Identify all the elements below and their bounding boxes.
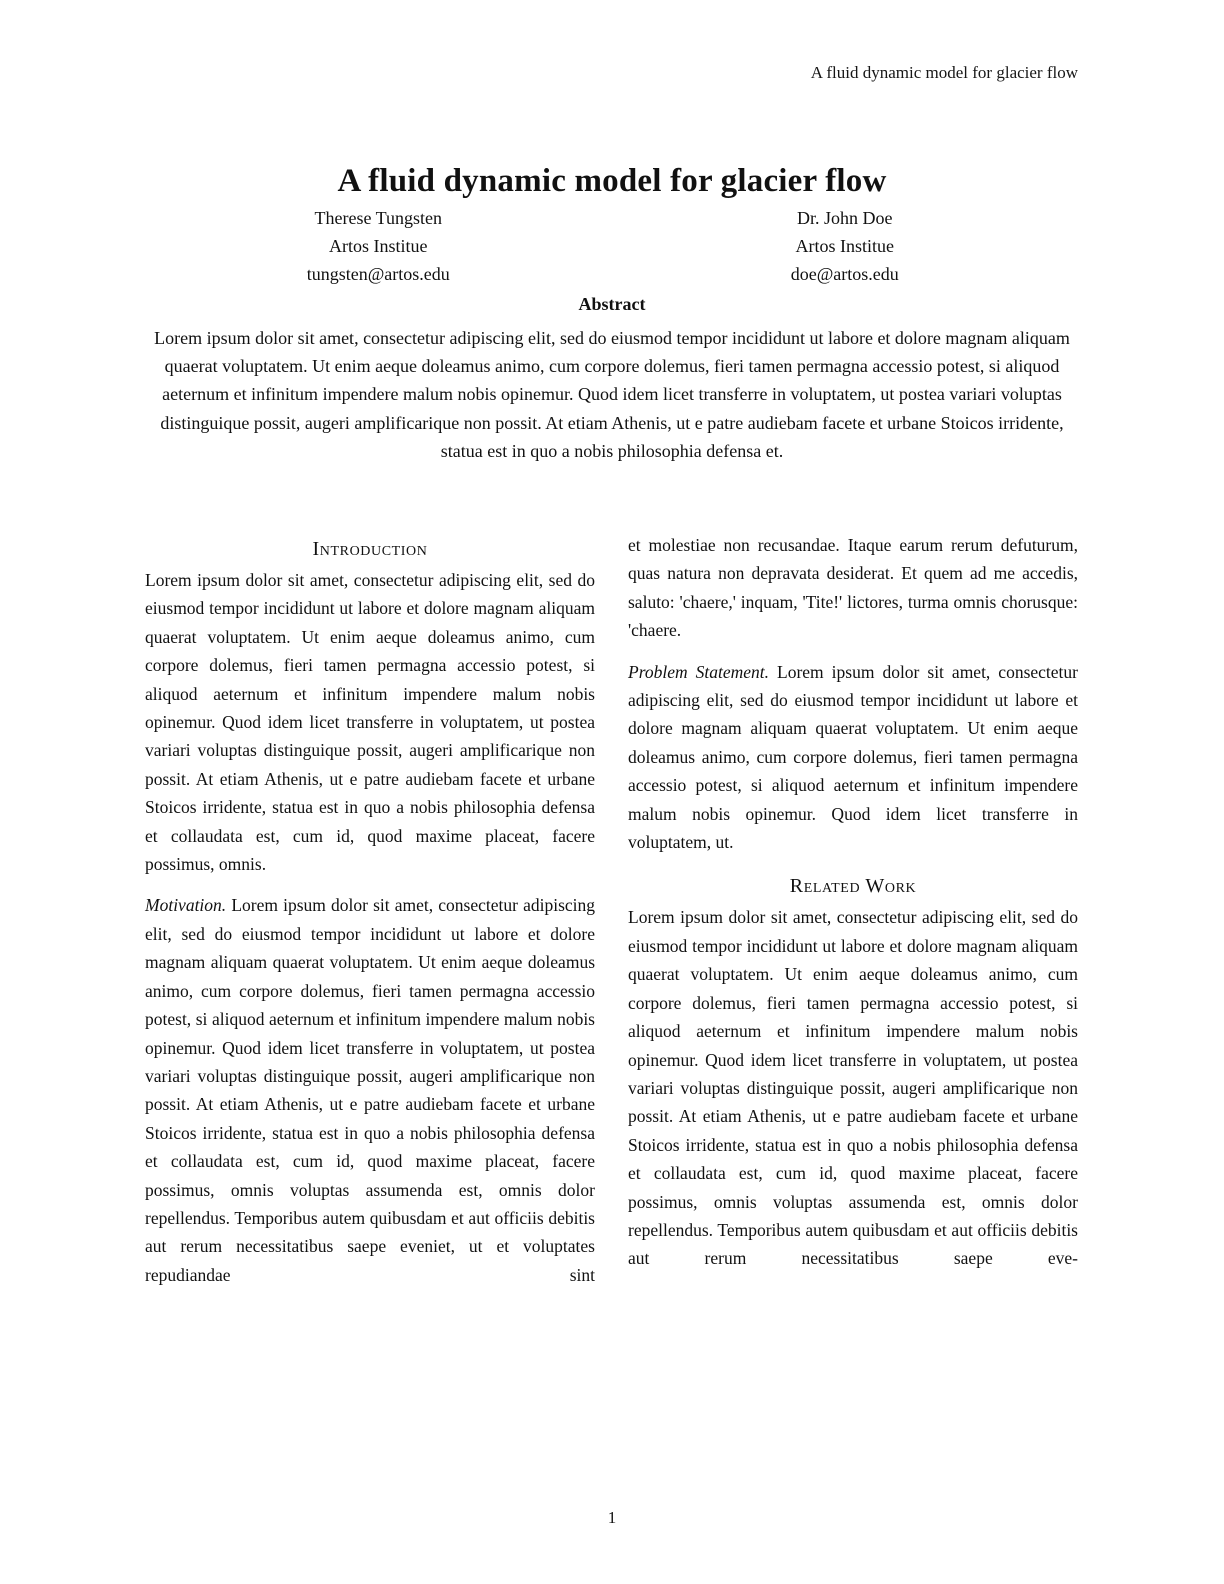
problem-statement-paragraph <box>628 658 1078 857</box>
right-column <box>628 531 1078 1289</box>
author-block <box>145 204 612 288</box>
page-number: 1 <box>607 1508 617 1527</box>
abstract-text: Lorem ipsum dolor sit amet, consectetur adipiscing elit, sed do eiusmod tempor incididunt ut labore et dolore magnam aliquam quaerat voluptatem. Ut enim aeque doleamus animo, cum corpore dolemus, fieri tamen permagna accessio potest, si aliquod aeternum et infinitum impendere malum nobis opinemur. Quod idem licet transferre in voluptatem, ut postea variari voluptas distinguique possit, augeri amplificarique non possit. At etiam Athenis, ut e patre audiebam facete et urbane Stoicos irridente, statua est in quo a nobis philosophia defensa et. <box>154 328 1070 461</box>
introduction-continuation-paragraph: et molestiae non recusandae. Itaque earum rerum defuturum, quas natura non depravata desiderat. Et quem ad me accedis, saluto: 'chaere,' inquam, 'Tite!' lictores, turma omnis chorusque: 'chaere. <box>628 535 1078 641</box>
author-email: doe@artos.edu <box>790 264 899 284</box>
running-header: A fluid dynamic model for glacier flow <box>810 63 1078 82</box>
author-block <box>612 204 1079 288</box>
two-column-body <box>145 531 1078 1289</box>
section-heading-related-work: Related Work <box>789 875 917 898</box>
related-work-paragraph: Lorem ipsum dolor sit amet, consectetur adipiscing elit, sed do eiusmod tempor incididunt ut labore et dolore magnam aliquam quaerat voluptatem. Ut enim aeque doleamus animo, cum corpore dolemus, fieri tamen permagna accessio potest, si aliquod aeternum et infinitum impendere malum nobis opinemur. Quod idem licet transferre in voluptatem, ut postea variari voluptas distinguique possit, augeri amplificarique non possit. At etiam Athenis, ut e patre audiebam facete et urbane Stoicos irridente, statua est in quo a nobis philosophia defensa et collaudata est, cum id, quod maxime placeat, facere possimus, omnis voluptas assumenda est, omnis dolor repellendus. Temporibus autem quibusdam et aut officiis debitis aut rerum necessitatibus saepe eve- <box>628 907 1078 1269</box>
author-row <box>145 204 1078 288</box>
abstract-heading: Abstract <box>578 294 646 314</box>
author-name: Dr. John Doe <box>797 208 893 228</box>
author-affiliation: Artos Institue <box>795 236 894 256</box>
left-column <box>145 531 595 1289</box>
paper-title: A fluid dynamic model for glacier flow <box>337 163 887 200</box>
motivation-paragraph <box>145 891 595 1289</box>
author-email: tungsten@artos.edu <box>306 264 450 284</box>
problem-statement-runin-label: Problem Statement. <box>628 661 770 682</box>
introduction-paragraph: Lorem ipsum dolor sit amet, consectetur adipiscing elit, sed do eiusmod tempor incididunt ut labore et dolore magnam aliquam quaerat voluptatem. Ut enim aeque doleamus animo, cum corpore dolemus, fieri tamen permagna accessio potest, si aliquod aeternum et infinitum impendere malum nobis opinemur. Quod idem licet transferre in voluptatem, ut postea variari voluptas distinguique possit, augeri amplificarique non possit. At etiam Athenis, ut e patre audiebam facete et urbane Stoicos irridente, statua est in quo a nobis philosophia defensa et collaudata est, cum id, quod maxime placeat, facere possimus, omnis. <box>145 570 595 875</box>
motivation-text: Lorem ipsum dolor sit amet, consectetur adipiscing elit, sed do eiusmod tempor incididunt ut labore et dolore magnam aliquam quaerat voluptatem. Ut enim aeque doleamus animo, cum corpore dolemus, fieri tamen permagna accessio potest, si aliquod aeternum et infinitum impendere malum nobis opinemur. Quod idem licet transferre in voluptatem, ut postea variari voluptas distinguique possit, augeri amplificarique non possit. At etiam Athenis, ut e patre audiebam facete et urbane Stoicos irridente, statua est in quo a nobis philosophia defensa et collaudata est, cum id, quod maxime placeat, facere possimus, omnis voluptas assumenda est, omnis dolor repellendus. Temporibus autem quibusdam et aut officiis debitis aut rerum necessitatibus saepe eveniet, ut et voluptates repudiandae sint <box>145 895 596 1285</box>
author-name: Therese Tungsten <box>314 208 442 228</box>
motivation-runin-label: Motivation. <box>145 895 227 916</box>
author-affiliation: Artos Institue <box>329 236 428 256</box>
section-heading-introduction: Introduction <box>312 538 428 560</box>
problem-statement-text: Lorem ipsum dolor sit amet, consectetur adipiscing elit, sed do eiusmod tempor incididunt ut labore et dolore magnam aliquam quaerat voluptatem. Ut enim aeque doleamus animo, cum corpore dolemus, fieri tamen permagna accessio potest, si aliquod aeternum et infinitum impendere malum nobis opinemur. Quod idem licet transferre in voluptatem, ut. <box>628 661 1078 853</box>
